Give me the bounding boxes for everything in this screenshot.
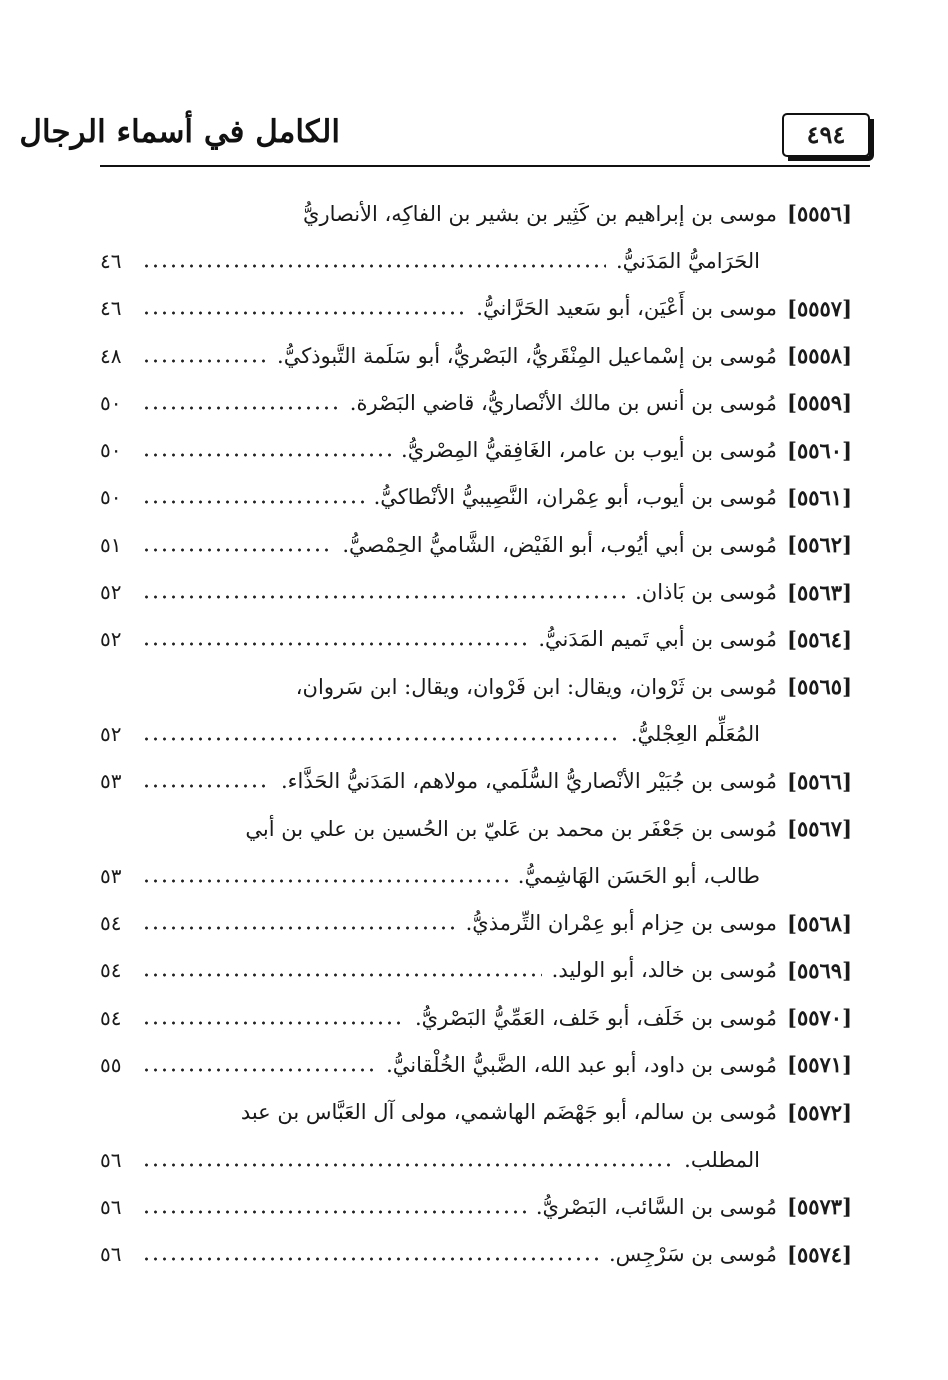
toc-entry (100, 1183, 852, 1230)
entry-page: ٥٢ (100, 721, 122, 746)
entry-page: ٥٥ (100, 1052, 122, 1077)
entry-page: ٥٢ (100, 580, 122, 605)
page-header (19, 105, 870, 167)
entry-page: ٥٦ (100, 1242, 122, 1267)
entry-number: [٥٥٦٠] (787, 437, 852, 463)
entry-number: [٥٥٦٨] (787, 910, 852, 936)
toc-entry (100, 474, 852, 521)
entry-number: [٥٥٥٨] (787, 343, 852, 369)
entry-number: [٥٥٦٩] (787, 957, 852, 983)
entry-text: مُوسى بن إسْماعيل المِنْقَريُّ، البَصْريُّ، أبو سَلَمة التَّبوذكيُّ. (277, 343, 777, 368)
entry-page: ٥٦ (100, 1194, 122, 1219)
table-of-contents (100, 190, 852, 1278)
dot-leader (142, 925, 456, 931)
toc-entry-continuation (100, 852, 852, 899)
entry-text: مُوسى بن جُبَيْر الأنْصاريُّ السُّلَمي، مولاهم، المَدَنيُّ الحَذَّاء. (280, 769, 777, 794)
toc-entry (100, 568, 852, 615)
entry-number: [٥٥٦٥] (787, 674, 852, 700)
entry-text: مُوسى بن جَعْفَر بن محمد بن عَليّ بن الحُسين بن علي بن أبي (245, 816, 777, 841)
entry-number: [٥٥٥٩] (787, 390, 852, 416)
entry-number: [٥٥٧٠] (787, 1005, 852, 1031)
toc-entry (100, 285, 852, 332)
entry-text: مُوسى بن بَاذان. (635, 580, 777, 605)
entry-page: ٥١ (100, 532, 122, 557)
dot-leader (142, 594, 625, 600)
entry-text: مُوسى بن سالم، أبو جَهْضَم الهاشمي، مولى آل العَبَّاس بن عبد (240, 1100, 777, 1125)
entry-text: مُوسى بن أنس بن مالك الأنْصاريُّ، قاضي البَصْرة. (349, 390, 777, 415)
toc-entry-continuation (100, 237, 852, 284)
entry-number: [٥٥٦٤] (787, 626, 852, 652)
entry-page: ٥٢ (100, 627, 122, 652)
dot-leader (142, 1209, 526, 1215)
entry-number: [٥٥٧٢] (787, 1099, 852, 1125)
dot-leader (142, 358, 267, 364)
entry-number: [٥٥٧١] (787, 1052, 852, 1078)
toc-entry (100, 758, 852, 805)
toc-entry (100, 332, 852, 379)
entry-page: ٥٤ (100, 911, 122, 936)
entry-text: مُوسى بن خالد، أبو الوليد. (551, 958, 777, 983)
toc-entry (100, 1041, 852, 1088)
toc-entry (100, 1089, 852, 1136)
dot-leader (142, 310, 466, 316)
entry-number: [٥٥٦٣] (787, 579, 852, 605)
page-number: ٤٩٤ (806, 120, 846, 149)
toc-entry (100, 426, 852, 473)
dot-leader (142, 263, 606, 269)
header-rule (100, 165, 870, 167)
entry-page: ٥٣ (100, 863, 122, 888)
toc-entry (100, 805, 852, 852)
toc-entry-continuation (100, 710, 852, 757)
entry-text-continuation: المطلب. (684, 1147, 760, 1172)
toc-entry (100, 899, 852, 946)
entry-text: مُوسى بن أبي تَميم المَدَنيُّ. (538, 627, 777, 652)
dot-leader (142, 499, 364, 505)
entry-text-continuation: طالب، أبو الحَسَن الهَاشِميُّ. (517, 863, 760, 888)
entry-text: مُوسى بن أيوب، أبو عِمْران، النَّصِيبيُّ الأنْطاكيُّ. (373, 485, 777, 510)
entry-page: ٥٠ (100, 390, 122, 415)
entry-page: ٤٦ (100, 248, 122, 273)
entry-number: [٥٥٦٦] (787, 768, 852, 794)
entry-number: [٥٥٦١] (787, 484, 852, 510)
dot-leader (142, 1256, 599, 1262)
entry-text: مُوسى بن أبي أيُوب، أبو الفَيْض، الشَّاميُّ الحِمْصيُّ. (342, 532, 777, 557)
entry-text: مُوسى بن خَلَف، أبو خَلف، العَمِّيُّ البَصْريُّ. (415, 1005, 777, 1030)
entry-page: ٤٨ (100, 343, 122, 368)
entry-number: [٥٥٧٣] (787, 1194, 852, 1220)
toc-entry (100, 1231, 852, 1278)
entry-page: ٥٣ (100, 769, 122, 794)
entry-page: ٥٠ (100, 438, 122, 463)
toc-entry (100, 663, 852, 710)
dot-leader (142, 1162, 674, 1168)
toc-entry (100, 616, 852, 663)
dot-leader (142, 405, 340, 411)
entry-text-continuation: المُعَلِّم العِجْليُّ. (630, 721, 760, 746)
entry-page: ٥٠ (100, 485, 122, 510)
dot-leader (142, 641, 528, 647)
entry-number: [٥٥٧٤] (787, 1241, 852, 1267)
toc-entry (100, 190, 852, 237)
dot-leader (142, 1067, 376, 1073)
dot-leader (142, 1020, 405, 1026)
entry-text: مُوسى بن داود، أبو عبد الله، الضَّبيُّ الخُلْقانيُّ. (386, 1052, 777, 1077)
page-number-box (782, 113, 870, 157)
entry-text: مُوسى بن السَّائب، البَصْريُّ. (535, 1194, 777, 1219)
toc-entry (100, 521, 852, 568)
dot-leader (142, 878, 508, 884)
entry-number: [٥٥٦٢] (787, 532, 852, 558)
dot-leader (142, 547, 332, 553)
entry-text-continuation: الحَرَاميُّ المَدَنيُّ. (615, 248, 760, 273)
toc-entry (100, 379, 852, 426)
entry-text: موسى بن أَعْيَن، أبو سَعيد الحَرَّانيُّ. (476, 296, 777, 321)
entry-page: ٥٦ (100, 1147, 122, 1172)
toc-entry-continuation (100, 1136, 852, 1183)
dot-leader (142, 783, 271, 789)
dot-leader (142, 452, 391, 458)
book-title: الكامل في أسماء الرجال (19, 114, 340, 150)
entry-text: موسى بن حِزام أبو عِمْران التِّرمذيُّ. (465, 911, 777, 936)
toc-entry (100, 994, 852, 1041)
dot-leader (142, 736, 621, 742)
entry-text: مُوسى بن سَرْجِس. (609, 1242, 777, 1267)
entry-text: مُوسى بن ثَرْوان، ويقال: ابن فَرْوان، ويقال: ابن سَروان، (295, 674, 777, 699)
entry-text: مُوسى بن أيوب بن عامر، الغَافِقيُّ المِصْريُّ. (401, 438, 777, 463)
entry-number: [٥٥٥٦] (787, 201, 852, 227)
toc-entry (100, 947, 852, 994)
entry-number: [٥٥٦٧] (787, 816, 852, 841)
entry-page: ٥٤ (100, 1005, 122, 1030)
entry-page: ٥٤ (100, 958, 122, 983)
entry-text: موسى بن إبراهيم بن كَثِير بن بشير بن الفاكِه، الأنصاريُّ (303, 201, 777, 226)
entry-page: ٤٦ (100, 296, 122, 321)
dot-leader (142, 972, 542, 978)
entry-number: [٥٥٥٧] (787, 295, 852, 321)
